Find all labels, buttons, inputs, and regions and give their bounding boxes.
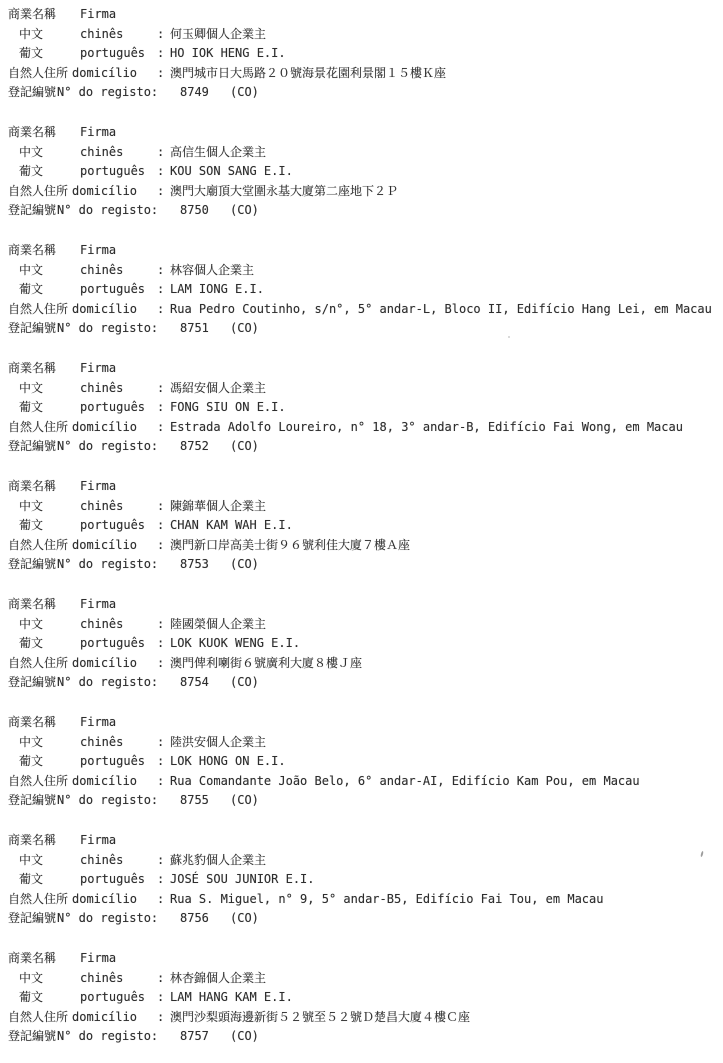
portuguese-name-line [0,44,723,64]
portuguese-label-pt: português [80,518,146,533]
firm-header-line [0,713,723,733]
separator-colon: : [157,164,165,179]
chinese-name-line [0,851,723,871]
registration-entry [0,595,723,693]
firm-label-pt: Firma [80,243,117,257]
portuguese-name-line [0,280,723,300]
registration-label-pt: N° do registo: [57,675,159,690]
domicile-label-pt: domicílio [72,891,138,906]
portuguese-label-zh: 葡文 [19,990,44,1005]
chinese-label-zh: 中文 [19,380,44,395]
firm-header-line [0,5,723,25]
firm-header-line [0,595,723,615]
domicile-label-pt: domicílio [72,65,138,80]
portuguese-name-value: LAM HANG KAM E.I. [170,990,293,1005]
portuguese-label-pt: português [80,164,146,179]
registration-suffix: (CO) [230,85,259,100]
registration-label-zh: 登記編號 [8,1029,57,1044]
chinese-label-pt: chinês [80,734,124,749]
registration-entry [0,359,723,457]
registration-line [0,673,723,693]
firm-label-zh: 商業名稱 [8,951,57,965]
firm-label-pt: Firma [80,7,117,21]
chinese-name-line [0,615,723,635]
chinese-label-zh: 中文 [19,852,44,867]
registration-line [0,909,723,929]
registration-label-zh: 登記編號 [8,321,57,336]
portuguese-name-value: LOK HONG ON E.I. [170,754,286,769]
registration-label-pt: N° do registo: [57,439,159,454]
chinese-name-line [0,143,723,163]
domicile-line [0,654,723,674]
domicile-label-zh: 自然人住所 [8,301,69,316]
registration-suffix: (CO) [230,321,259,336]
registration-label-zh: 登記編號 [8,557,57,572]
registration-entry [0,831,723,929]
domicile-value: Rua Comandante João Belo, 6° andar-AI, Edifício Kam Pou, em Macau [170,773,640,788]
registration-number: 8753 [180,557,209,572]
firm-label-zh: 商業名稱 [8,125,57,139]
registration-number: 8755 [180,793,209,808]
chinese-label-zh: 中文 [19,26,44,41]
registration-line [0,201,723,221]
chinese-label-zh: 中文 [19,262,44,277]
registration-number: 8756 [180,911,209,926]
registration-suffix: (CO) [230,793,259,808]
chinese-name-line [0,497,723,517]
firm-label-zh: 商業名稱 [8,479,57,493]
registration-label-pt: N° do registo: [57,557,159,572]
registration-label-zh: 登記編號 [8,675,57,690]
domicile-line [0,182,723,202]
portuguese-name-line [0,752,723,772]
registration-label-pt: N° do registo: [57,911,159,926]
domicile-line [0,536,723,556]
domicile-value: Rua S. Miguel, n° 9, 5° andar-B5, Edifício Fai Tou, em Macau [170,891,604,906]
portuguese-label-pt: português [80,872,146,887]
firm-label-pt: Firma [80,597,117,611]
portuguese-name-line [0,516,723,536]
registration-line [0,437,723,457]
registration-label-zh: 登記編號 [8,203,57,218]
domicile-label-zh: 自然人住所 [8,65,69,80]
separator-colon: : [157,636,165,651]
separator-colon: : [157,262,165,277]
portuguese-name-line [0,634,723,654]
chinese-name-value: 高信生個人企業主 [170,144,267,159]
firm-label-zh: 商業名稱 [8,7,57,21]
chinese-label-zh: 中文 [19,144,44,159]
domicile-line [0,300,723,320]
separator-colon: : [157,852,165,867]
separator-colon: : [157,872,165,887]
chinese-label-pt: chinês [80,26,124,41]
portuguese-name-value: LAM IONG E.I. [170,282,264,297]
separator-colon: : [157,400,165,415]
chinese-label-pt: chinês [80,380,124,395]
portuguese-name-value: HO IOK HENG E.I. [170,46,286,61]
portuguese-label-zh: 葡文 [19,636,44,651]
domicile-label-zh: 自然人住所 [8,655,69,670]
registration-number: 8751 [180,321,209,336]
portuguese-name-line [0,162,723,182]
domicile-label-pt: domicílio [72,419,138,434]
portuguese-name-value: JOSÉ SOU JUNIOR E.I. [170,872,315,887]
separator-colon: : [157,754,165,769]
portuguese-label-zh: 葡文 [19,872,44,887]
domicile-value: Estrada Adolfo Loureiro, n° 18, 3° andar-B, Edifício Fai Wong, em Macau [170,419,683,434]
firm-header-line [0,241,723,261]
firm-label-zh: 商業名稱 [8,597,57,611]
chinese-name-line [0,733,723,753]
domicile-label-zh: 自然人住所 [8,537,69,552]
portuguese-name-value: LOK KUOK WENG E.I. [170,636,301,651]
chinese-label-zh: 中文 [19,734,44,749]
domicile-label-pt: domicílio [72,183,138,198]
registration-number: 8754 [180,675,209,690]
registration-entry [0,949,723,1047]
domicile-label-zh: 自然人住所 [8,1009,69,1024]
firm-label-pt: Firma [80,361,117,375]
registration-label-pt: N° do registo: [57,85,159,100]
registration-entry [0,477,723,575]
separator-colon: : [157,282,165,297]
registration-suffix: (CO) [230,911,259,926]
registration-suffix: (CO) [230,1029,259,1044]
portuguese-label-pt: português [80,636,146,651]
separator-colon: : [157,616,165,631]
separator-colon: : [157,65,165,80]
portuguese-label-pt: português [80,754,146,769]
registration-entry [0,123,723,221]
domicile-value: 澳門新口岸高美士街９６號利佳大廈７樓Ａ座 [170,537,411,552]
separator-colon: : [157,380,165,395]
domicile-line [0,772,723,792]
domicile-value: 澳門俾利喇街６號廣利大廈８樓Ｊ座 [170,655,363,670]
registration-suffix: (CO) [230,675,259,690]
registration-label-zh: 登記編號 [8,793,57,808]
separator-colon: : [157,26,165,41]
registration-entry [0,5,723,103]
chinese-label-pt: chinês [80,144,124,159]
domicile-line [0,890,723,910]
firm-label-zh: 商業名稱 [8,361,57,375]
registration-label-zh: 登記編號 [8,911,57,926]
registration-number: 8749 [180,85,209,100]
domicile-line [0,1008,723,1028]
portuguese-label-zh: 葡文 [19,400,44,415]
chinese-name-value: 陳錦華個人企業主 [170,498,267,513]
separator-colon: : [157,518,165,533]
portuguese-label-zh: 葡文 [19,754,44,769]
firm-header-line [0,477,723,497]
domicile-label-zh: 自然人住所 [8,419,69,434]
registration-line [0,319,723,339]
domicile-label-zh: 自然人住所 [8,183,69,198]
domicile-label-pt: domicílio [72,537,138,552]
chinese-label-pt: chinês [80,852,124,867]
firm-header-line [0,949,723,969]
registration-number: 8750 [180,203,209,218]
chinese-label-zh: 中文 [19,616,44,631]
portuguese-name-line [0,870,723,890]
scan-speck [508,336,510,338]
registration-line [0,1027,723,1047]
portuguese-label-zh: 葡文 [19,164,44,179]
domicile-value: Rua Pedro Coutinho, s/n°, 5° andar-L, Bloco II, Edifício Hang Lei, em Macau [170,301,712,316]
registration-number: 8752 [180,439,209,454]
separator-colon: : [157,773,165,788]
chinese-name-line [0,25,723,45]
registration-line [0,791,723,811]
registration-label-pt: N° do registo: [57,793,159,808]
portuguese-label-zh: 葡文 [19,282,44,297]
firm-header-line [0,359,723,379]
registration-label-pt: N° do registo: [57,321,159,336]
domicile-label-pt: domicílio [72,655,138,670]
chinese-name-value: 林杏錦個人企業主 [170,970,267,985]
registration-entry [0,241,723,339]
separator-colon: : [157,990,165,1005]
domicile-label-zh: 自然人住所 [8,773,69,788]
firm-label-pt: Firma [80,125,117,139]
chinese-label-pt: chinês [80,970,124,985]
chinese-label-pt: chinês [80,616,124,631]
registration-line [0,555,723,575]
chinese-label-zh: 中文 [19,498,44,513]
chinese-name-value: 林容個人企業主 [170,262,255,277]
domicile-label-pt: domicílio [72,301,138,316]
firm-label-pt: Firma [80,715,117,729]
registration-suffix: (CO) [230,557,259,572]
firm-label-pt: Firma [80,479,117,493]
portuguese-name-value: CHAN KAM WAH E.I. [170,518,293,533]
separator-colon: : [157,183,165,198]
separator-colon: : [157,144,165,159]
registration-entries [0,5,723,1047]
portuguese-name-value: KOU SON SANG E.I. [170,164,293,179]
domicile-value: 澳門大廟頂大堂圍永基大廈第二座地下２Ｐ [170,183,399,198]
separator-colon: : [157,498,165,513]
registration-entry [0,713,723,811]
firm-label-zh: 商業名稱 [8,243,57,257]
registration-label-zh: 登記編號 [8,439,57,454]
chinese-name-line [0,969,723,989]
registration-label-zh: 登記編號 [8,85,57,100]
portuguese-label-zh: 葡文 [19,518,44,533]
domicile-label-zh: 自然人住所 [8,891,69,906]
chinese-label-zh: 中文 [19,970,44,985]
registration-suffix: (CO) [230,439,259,454]
separator-colon: : [157,419,165,434]
domicile-label-pt: domicílio [72,1009,138,1024]
chinese-name-line [0,379,723,399]
separator-colon: : [157,970,165,985]
firm-label-zh: 商業名稱 [8,715,57,729]
chinese-name-value: 蘇兆豹個人企業主 [170,852,267,867]
separator-colon: : [157,734,165,749]
domicile-line [0,64,723,84]
firm-header-line [0,831,723,851]
chinese-name-line [0,261,723,281]
portuguese-label-zh: 葡文 [19,46,44,61]
separator-colon: : [157,1009,165,1024]
portuguese-name-line [0,398,723,418]
registration-suffix: (CO) [230,203,259,218]
firm-label-pt: Firma [80,833,117,847]
portuguese-name-value: FONG SIU ON E.I. [170,400,286,415]
chinese-name-value: 陸國榮個人企業主 [170,616,267,631]
portuguese-label-pt: português [80,46,146,61]
chinese-name-value: 馮紹安個人企業主 [170,380,267,395]
portuguese-name-line [0,988,723,1008]
domicile-value: 澳門城市日大馬路２０號海景花園利景閣１５樓Ｋ座 [170,65,447,80]
firm-header-line [0,123,723,143]
registration-label-pt: N° do registo: [57,1029,159,1044]
registration-label-pt: N° do registo: [57,203,159,218]
registration-line [0,83,723,103]
separator-colon: : [157,655,165,670]
firm-label-zh: 商業名稱 [8,833,57,847]
registration-number: 8757 [180,1029,209,1044]
separator-colon: : [157,46,165,61]
chinese-name-value: 何玉卿個人企業主 [170,26,267,41]
domicile-label-pt: domicílio [72,773,138,788]
portuguese-label-pt: português [80,400,146,415]
separator-colon: : [157,537,165,552]
separator-colon: : [157,891,165,906]
domicile-value: 澳門沙梨頭海邊新街５２號至５２號Ｄ楚昌大廈４樓Ｃ座 [170,1009,471,1024]
chinese-name-value: 陸洪安個人企業主 [170,734,267,749]
firm-label-pt: Firma [80,951,117,965]
domicile-line [0,418,723,438]
chinese-label-pt: chinês [80,262,124,277]
separator-colon: : [157,301,165,316]
chinese-label-pt: chinês [80,498,124,513]
portuguese-label-pt: português [80,282,146,297]
portuguese-label-pt: português [80,990,146,1005]
